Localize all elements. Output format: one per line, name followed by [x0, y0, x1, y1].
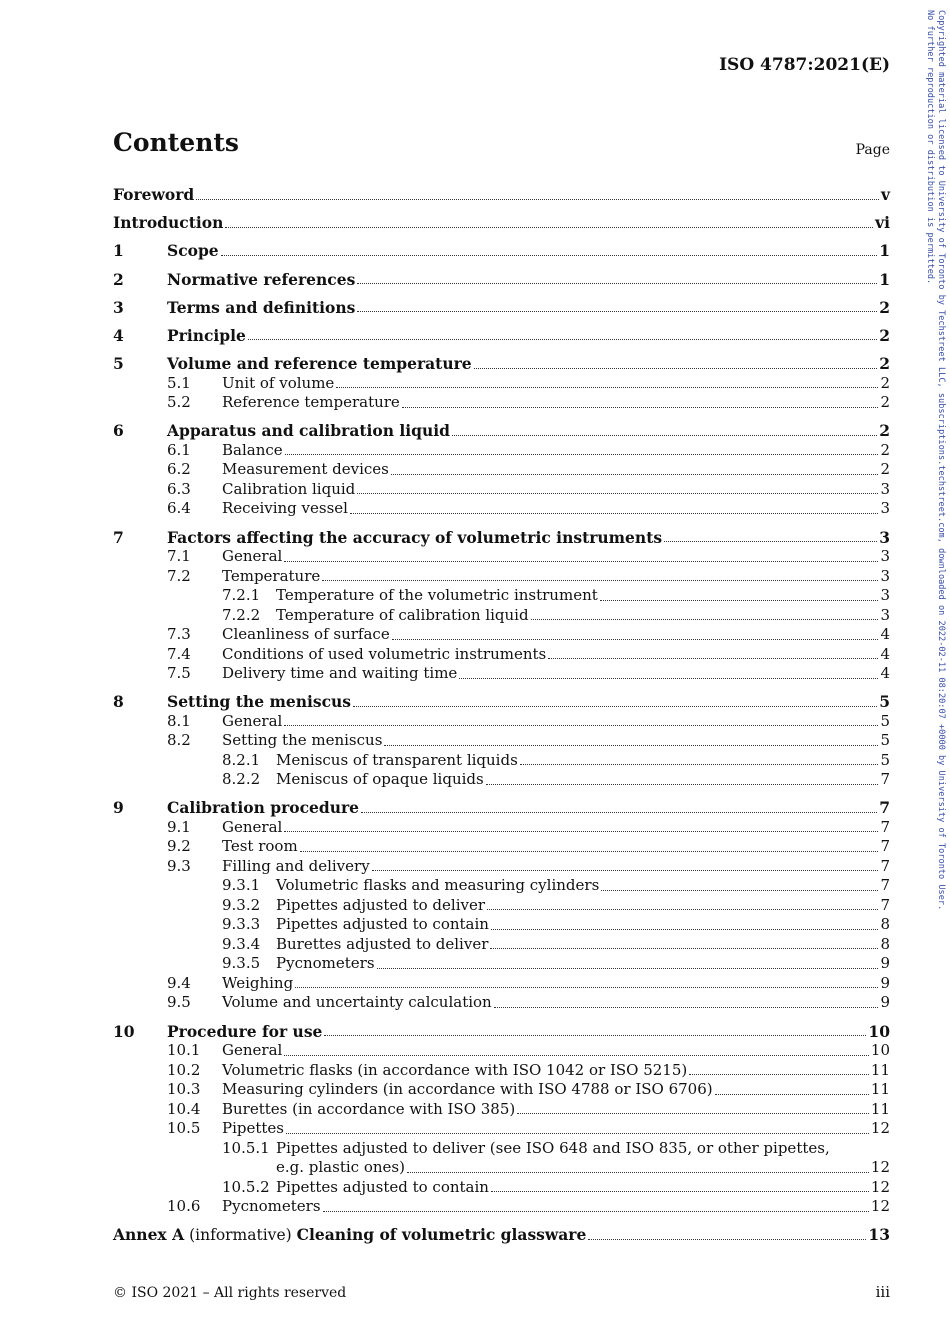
- toc-entry-page: 8: [880, 934, 890, 953]
- toc-entry[interactable]: [113, 954, 890, 974]
- toc-entry-title: Pipettes adjusted to contain: [276, 1177, 489, 1196]
- dot-leader: [407, 1171, 869, 1173]
- toc-entry-page: 2: [879, 325, 890, 345]
- toc-entry-page: 5: [880, 711, 890, 730]
- dot-leader: [284, 560, 878, 562]
- toc-entry[interactable]: [113, 298, 890, 318]
- toc-entry-title: Principle: [167, 325, 246, 345]
- toc-entry[interactable]: [113, 241, 890, 261]
- toc-entry-title: Conditions of used volumetric instruments: [222, 644, 547, 663]
- toc-entry[interactable]: [113, 1041, 890, 1061]
- toc-entry-title: Receiving vessel: [222, 499, 348, 518]
- toc-entry-number: 7.4: [167, 644, 191, 663]
- toc-entry-number: 9.3.2: [222, 895, 261, 914]
- toc-entry-number: 10.5: [167, 1119, 201, 1138]
- toc-entry-number: 7.5: [167, 664, 191, 682]
- watermark-line-2: No further reproduction or distribution is permitted.: [925, 10, 935, 285]
- dot-leader: [285, 453, 879, 455]
- toc-entry-number: 6: [113, 421, 124, 441]
- toc-entry-title: Procedure for use: [167, 1021, 323, 1041]
- annex-label: Annex A: [113, 1225, 185, 1245]
- toc-entry-title: Reference temperature: [222, 393, 400, 412]
- toc-entry-page: 2: [880, 373, 890, 392]
- toc-entry-number: 9.3.4: [222, 934, 261, 953]
- toc-entry-page: 7: [880, 770, 890, 789]
- toc-entry-number: 3: [113, 297, 124, 317]
- toc-entry[interactable]: [113, 606, 890, 626]
- toc-entry-page: 1: [879, 269, 890, 289]
- toc-entry-title: Weighing: [222, 973, 294, 992]
- toc-entry-title: Burettes adjusted to deliver: [276, 934, 489, 953]
- toc-entry-number: 8.2.2: [222, 770, 261, 789]
- dot-leader: [300, 850, 879, 852]
- toc-entry-title: Pycnometers: [222, 1197, 321, 1216]
- toc-entry-page: 10: [868, 1021, 890, 1041]
- dot-leader: [459, 677, 878, 679]
- toc-entry-number: 6.2: [167, 460, 191, 479]
- toc-entry[interactable]: [113, 751, 890, 771]
- toc-entry-title: Pipettes adjusted to deliver (see ISO 648 and ISO 835, or other pipettes,: [276, 1138, 830, 1157]
- dot-leader: [689, 1073, 869, 1075]
- dot-leader: [196, 198, 879, 200]
- toc-entry-page: 7: [880, 876, 890, 895]
- standard-id: ISO 4787:2021(E): [719, 55, 890, 75]
- toc-entry-page: 10: [870, 1041, 890, 1060]
- annex-type: (informative): [189, 1226, 292, 1245]
- dot-leader: [357, 310, 877, 312]
- toc-entry-title: General: [222, 817, 283, 836]
- toc-entry-number: 10.1: [167, 1041, 201, 1060]
- toc-entry-title: Scope: [167, 241, 219, 261]
- toc-entry[interactable]: [113, 1100, 890, 1120]
- toc-entry-number: 10.3: [167, 1080, 201, 1099]
- toc-entry-page: 5: [880, 750, 890, 769]
- toc-entry-title: Pipettes adjusted to contain: [276, 915, 489, 934]
- toc-entry-page: 9: [880, 954, 890, 973]
- toc-entry-number: 1: [113, 241, 124, 261]
- toc-entry-page: 12: [870, 1119, 890, 1138]
- dot-leader: [664, 540, 877, 542]
- dot-leader: [322, 579, 878, 581]
- annex-title: Cleaning of volumetric glassware: [296, 1225, 587, 1245]
- dot-leader: [494, 1006, 879, 1008]
- dot-leader: [361, 811, 877, 813]
- toc-entry[interactable]: [113, 374, 890, 394]
- toc-entry-number: 9.3.3: [222, 915, 261, 934]
- toc-entry-page: 2: [880, 393, 890, 412]
- toc-entry-title: e.g. plastic ones): [276, 1158, 405, 1177]
- dot-leader: [490, 947, 878, 949]
- toc-entry-page: 1: [879, 241, 890, 261]
- contents-title: Contents: [113, 128, 240, 157]
- dot-leader: [357, 492, 878, 494]
- toc-entry[interactable]: [113, 480, 890, 500]
- toc-entry[interactable]: [113, 213, 890, 233]
- toc-entry[interactable]: [113, 567, 890, 587]
- dot-leader: [392, 638, 879, 640]
- toc-entry-page: 12: [870, 1158, 890, 1177]
- toc-entry-title: Filling and delivery: [222, 856, 370, 875]
- toc-entry-number: 10.2: [167, 1060, 201, 1079]
- dot-leader: [221, 254, 878, 256]
- toc-entry[interactable]: [113, 421, 890, 441]
- toc-entry[interactable]: [113, 731, 890, 751]
- toc-entry[interactable]: [113, 499, 890, 519]
- toc-entry-title: General: [222, 1041, 283, 1060]
- dot-leader: [295, 986, 878, 988]
- toc-entry-page: 4: [880, 625, 890, 643]
- toc-entry-number: 7.2: [167, 566, 191, 585]
- toc-entry-page: 11: [870, 1099, 890, 1118]
- toc-entry-number: 10.4: [167, 1099, 201, 1118]
- toc-entry-page: 2: [879, 297, 890, 317]
- toc-entry-page: 2: [880, 460, 890, 479]
- toc-entry-number: 7.3: [167, 625, 191, 643]
- toc-entry[interactable]: [113, 270, 890, 290]
- toc-entry[interactable]: [113, 1178, 890, 1198]
- toc-entry-number: 8.2: [167, 731, 191, 750]
- toc-entry-title: Temperature of calibration liquid: [276, 605, 529, 624]
- toc-entry-page: 3: [880, 566, 890, 585]
- footer-page-number: iii: [875, 1283, 890, 1301]
- toc-entry-title: Pycnometers: [276, 954, 375, 973]
- dot-leader: [284, 724, 878, 726]
- toc-entry-title: Meniscus of transparent liquids: [276, 750, 518, 769]
- toc-entry[interactable]: [113, 818, 890, 838]
- toc-entry-title: Unit of volume: [222, 373, 335, 392]
- dot-leader: [372, 869, 879, 871]
- dot-leader: [225, 226, 873, 228]
- annex-page: 13: [868, 1225, 890, 1245]
- dot-leader: [491, 1190, 869, 1192]
- dot-leader: [336, 386, 878, 388]
- toc-entry-number: 6.1: [167, 440, 191, 459]
- toc-entry-title: Calibration liquid: [222, 479, 356, 498]
- toc-entry-number: 8: [113, 692, 124, 712]
- toc-entry-number: 5.1: [167, 373, 191, 392]
- dot-leader: [324, 1034, 866, 1036]
- toc-entry[interactable]: [113, 692, 890, 712]
- toc-entry-page: 3: [880, 605, 890, 624]
- toc-entry-title: Normative references: [167, 269, 356, 289]
- toc-entry[interactable]: [113, 1197, 890, 1217]
- toc-entry-title: Measurement devices: [222, 460, 389, 479]
- dot-leader: [548, 657, 878, 659]
- toc-entry-number: 10.5.2: [222, 1177, 270, 1196]
- toc-entry-number: 9.5: [167, 993, 191, 1012]
- dot-leader: [517, 1112, 869, 1114]
- toc-entry[interactable]: [113, 837, 890, 857]
- toc-entry[interactable]: [113, 1061, 890, 1081]
- toc-entry-title: Balance: [222, 440, 283, 459]
- toc-entry[interactable]: [113, 974, 890, 994]
- toc-entry-title: Terms and definitions: [167, 297, 356, 317]
- toc-entry-number: 7.2.1: [222, 586, 261, 604]
- toc-entry[interactable]: [113, 1119, 890, 1139]
- toc-entry-number: 6.4: [167, 499, 191, 518]
- toc-entry-page: 4: [880, 664, 890, 682]
- dot-leader: [487, 908, 878, 910]
- toc-entry-title: Calibration procedure: [167, 798, 360, 818]
- toc-entry-title: Temperature: [222, 566, 321, 585]
- toc-entry-title: Meniscus of opaque liquids: [276, 770, 484, 789]
- dot-leader: [452, 434, 877, 436]
- toc-entry-page: vi: [875, 213, 890, 233]
- toc-entry[interactable]: [113, 1158, 890, 1178]
- dot-leader: [284, 830, 878, 832]
- toc-entry-number: 9.4: [167, 973, 191, 992]
- toc-entry[interactable]: [113, 1022, 890, 1042]
- toc-entry-number: 2: [113, 269, 124, 289]
- dot-leader: [357, 282, 877, 284]
- toc-entry-page: 2: [880, 440, 890, 459]
- toc-entry-title: Volumetric flasks and measuring cylinders: [276, 876, 600, 895]
- dot-leader: [323, 1210, 869, 1212]
- toc-entry-page: 7: [880, 856, 890, 875]
- toc-entry-page: 7: [880, 837, 890, 856]
- toc-entry-number: 7.1: [167, 547, 191, 565]
- toc-entry[interactable]: [113, 1139, 890, 1159]
- toc-entry-title: Setting the meniscus: [167, 692, 352, 712]
- toc-entry-title: Introduction: [113, 213, 224, 233]
- toc-entry[interactable]: [113, 770, 890, 790]
- toc-entry-page: 12: [870, 1177, 890, 1196]
- toc-entry-page: 3: [880, 586, 890, 604]
- toc-entry[interactable]: [113, 896, 890, 916]
- toc-entry-title: General: [222, 547, 283, 565]
- dot-leader: [601, 889, 878, 891]
- toc-entry-page: 9: [880, 993, 890, 1012]
- dot-leader: [284, 1054, 869, 1056]
- dot-leader: [474, 367, 878, 369]
- toc-entry-title: Test room: [222, 837, 298, 856]
- toc-entry-page: 3: [880, 499, 890, 518]
- toc-entry[interactable]: [113, 326, 890, 346]
- toc-entry-number: 9.2: [167, 837, 191, 856]
- toc-entry[interactable]: [113, 1080, 890, 1100]
- dot-leader: [531, 618, 879, 620]
- toc-entry-title: Burettes (in accordance with ISO 385): [222, 1099, 516, 1118]
- toc-entry-title: Foreword: [113, 185, 195, 204]
- toc-entry-title: Volumetric flasks (in accordance with ISO 1042 or ISO 5215): [222, 1060, 688, 1079]
- dot-leader: [486, 783, 879, 785]
- dot-leader: [402, 406, 879, 408]
- toc-entry[interactable]: [113, 460, 890, 480]
- toc-entry[interactable]: [113, 857, 890, 877]
- toc-entry-title: Apparatus and calibration liquid: [167, 421, 451, 441]
- toc-entry-page: 8: [880, 915, 890, 934]
- toc-entry[interactable]: [113, 712, 890, 732]
- toc-entry-number: 6.3: [167, 479, 191, 498]
- toc-entry[interactable]: [113, 547, 890, 567]
- toc-entry-page: 5: [880, 731, 890, 750]
- dot-leader: [377, 967, 879, 969]
- toc-entry-number: 4: [113, 325, 124, 345]
- toc-entry-title: Measuring cylinders (in accordance with ISO 4788 or ISO 6706): [222, 1080, 713, 1099]
- toc-entry[interactable]: [113, 935, 890, 955]
- toc-entry-number: 9.1: [167, 817, 191, 836]
- toc-entry-page: 11: [870, 1080, 890, 1099]
- toc-entry-number: 10: [113, 1021, 135, 1041]
- toc-entry-page: 3: [880, 547, 890, 565]
- toc-entry-page: 5: [879, 692, 890, 712]
- toc-entry-number: 8.2.1: [222, 750, 261, 769]
- toc-entry[interactable]: [113, 664, 890, 684]
- toc-entry-title: Volume and reference temperature: [167, 354, 472, 374]
- dot-leader: [248, 338, 877, 340]
- toc-entry[interactable]: [113, 993, 890, 1013]
- toc-entry-title: Volume and uncertainty calculation: [222, 993, 492, 1012]
- dot-leader: [350, 512, 878, 514]
- toc-entry[interactable]: [113, 876, 890, 896]
- toc-entry-title: Pipettes: [222, 1119, 284, 1138]
- toc-entry[interactable]: [113, 393, 890, 413]
- toc-entry-number: 5.2: [167, 393, 191, 412]
- dot-leader: [384, 744, 878, 746]
- footer-copyright: © ISO 2021 – All rights reserved: [113, 1285, 347, 1301]
- toc-entry[interactable]: [113, 354, 890, 374]
- toc-entry-number: 10.5.1: [222, 1138, 270, 1157]
- dot-leader: [491, 928, 879, 930]
- toc-entry-number: 9.3.1: [222, 876, 261, 895]
- toc-entry-number: 9.3.5: [222, 954, 261, 973]
- toc-entry-page: v: [880, 185, 890, 204]
- toc-entry[interactable]: [113, 185, 890, 205]
- dot-leader: [588, 1238, 866, 1240]
- toc-entry-page: 4: [880, 644, 890, 663]
- toc-entry-page: 9: [880, 973, 890, 992]
- toc-entry-title: General: [222, 711, 283, 730]
- dot-leader: [715, 1093, 869, 1095]
- toc-entry[interactable]: [113, 586, 890, 606]
- toc-entry[interactable]: [113, 441, 890, 461]
- toc-entry-number: 10.6: [167, 1197, 201, 1216]
- toc-entry-page: 3: [879, 527, 890, 547]
- toc-entry-title: Pipettes adjusted to deliver: [276, 895, 486, 914]
- toc-entry-number: 9.3: [167, 856, 191, 875]
- table-of-contents: [113, 185, 890, 1245]
- toc-entry-title: Factors affecting the accuracy of volumetric instruments: [167, 527, 663, 547]
- toc-entry[interactable]: [113, 528, 890, 548]
- toc-entry[interactable]: [113, 915, 890, 935]
- toc-entry[interactable]: [113, 645, 890, 665]
- toc-entry-page: 2: [879, 421, 890, 441]
- dot-leader: [286, 1132, 869, 1134]
- toc-entry-page: 12: [870, 1197, 890, 1216]
- watermark-line-1: Copyrighted material licensed to University of Toronto by Techstreet LLC, subscriptions.techstreet.com, downloaded on 2022-02-11 08:20:07 +0000 by University of Toronto User.: [936, 10, 946, 911]
- page-column-label: Page: [855, 142, 890, 158]
- toc-entry-number: 9: [113, 798, 124, 818]
- toc-entry-number: 7.2.2: [222, 605, 261, 624]
- toc-entry-title: Temperature of the volumetric instrument: [276, 586, 598, 604]
- toc-entry-title: Cleanliness of surface: [222, 625, 390, 643]
- copyright-watermark: [924, 10, 946, 910]
- toc-entry-title: Setting the meniscus: [222, 731, 383, 750]
- dot-leader: [520, 763, 879, 765]
- toc-annex-entry[interactable]: [113, 1225, 890, 1245]
- toc-entry-number: 5: [113, 354, 124, 374]
- toc-entry-page: 7: [880, 895, 890, 914]
- toc-entry-number: 8.1: [167, 711, 191, 730]
- toc-entry-page: 7: [879, 798, 890, 818]
- toc-entry-page: 2: [879, 354, 890, 374]
- dot-leader: [600, 599, 879, 601]
- toc-entry[interactable]: [113, 798, 890, 818]
- toc-entry-number: 7: [113, 527, 124, 547]
- toc-entry-page: 3: [880, 479, 890, 498]
- toc-entry-page: 11: [870, 1060, 890, 1079]
- toc-entry[interactable]: [113, 625, 890, 645]
- dot-leader: [353, 705, 877, 707]
- dot-leader: [391, 473, 879, 475]
- toc-entry-title: Delivery time and waiting time: [222, 664, 458, 682]
- toc-entry-page: 7: [880, 817, 890, 836]
